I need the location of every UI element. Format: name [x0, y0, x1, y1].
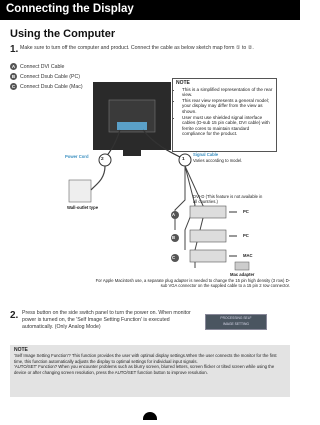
dsub-connector-mac [190, 250, 226, 262]
wall-outlet [69, 180, 91, 202]
badge-c: C [172, 255, 176, 260]
bottom-note-para2: 'AUTO/SET' Function? When you encounter problems such as blurry screen, blurred letters, screen flicker or tilted screen while using the device or after changing screen resolution, press the AUTO/SET function button to improve resolution. [14, 364, 275, 375]
note-item: • This is a simplified representation of the rear view. [182, 87, 273, 98]
bottom-note-para1: 'Self Image Setting Function'? This function provides the user with optimal display settings.When the user connects the monitor for the first time, this function automatically adjusts the display to optimal settings for individual input signals. [14, 353, 277, 364]
osd-line2: IMAGE SETTING [223, 322, 249, 326]
legend-item-b [10, 73, 80, 80]
legend-item-a [10, 63, 64, 70]
osd-line1: PROCESSING SELF [220, 316, 252, 320]
note-item: • User must use shielded signal interface cables (D-sub 15 pin cable, DVI cable) with ferrite cores to maintain standard compliance for the product. [182, 115, 273, 137]
mac-label: MAC [243, 253, 253, 258]
mac-adapter-label: Mac adapter [230, 272, 255, 277]
signal-cable-label: Signal Cable [193, 152, 219, 157]
header-title: Connecting the Display [6, 3, 134, 15]
step2-number: 2. [10, 310, 19, 321]
badge-b: B [172, 235, 176, 240]
legend-badge-a: A [11, 64, 16, 69]
legend-label-a: Connect DVI Cable [20, 63, 65, 70]
note-item: • This rear view represents a general model; your display may differ from the view as shown. [182, 98, 273, 115]
note-list [176, 87, 273, 137]
wall-outlet-label: Wall-outlet type [67, 205, 99, 210]
badge-a: A [172, 212, 176, 217]
page-tab-icon [143, 412, 157, 420]
legend-badge-b: B [11, 74, 16, 79]
pc2-label: PC [243, 233, 249, 238]
dvi-connector [190, 206, 226, 218]
osd-screen-image [205, 314, 267, 330]
legend-label-b: Connect Dsub Cable (PC) [20, 73, 80, 80]
mac-adapter-note: For Apple Macintosh use, a separate plug adapter is needed to change the 15 pin high density (3 row) D-sub VGA connector on the supplied cable to a 15 pin 2 row connector. [95, 278, 290, 288]
dvi-note-label: DVI-D (This feature is not available in all countries.) [193, 194, 263, 204]
connector-1-circle [179, 154, 191, 166]
dsub-connector-pc [190, 230, 226, 242]
connector-1-label: 1 [182, 157, 185, 162]
mac-adapter-shape [235, 262, 249, 270]
connector-2-label: 2 [101, 157, 104, 162]
bottom-note-box [10, 345, 290, 397]
pc1-label: PC [243, 209, 249, 214]
step1-text: Make sure to turn off the computer and product. Connect the cable as below sketch map form ① to ②. [20, 45, 254, 51]
power-cord-label: Power Cord [65, 154, 89, 159]
section-title: Using the Computer [10, 28, 116, 40]
legend-label-c: Connect Dsub Cable (Mac) [20, 83, 83, 90]
note-box [172, 78, 277, 152]
monitor-stand [123, 150, 141, 156]
page-header [0, 0, 300, 20]
note-heading: NOTE [176, 80, 190, 86]
bottom-note-heading: NOTE [14, 347, 28, 353]
step1-number: 1. [10, 44, 19, 55]
signal-cable-sublabel: Varies according to model. [193, 158, 243, 163]
monitor-ports [117, 122, 147, 130]
step2-text: Press button on the side switch panel to turn the power on. When monitor power is turned on, the 'Self Image Setting Function' is executed automatically. (Only Analog Mode) [22, 310, 191, 330]
legend-badge-c: C [11, 84, 16, 89]
